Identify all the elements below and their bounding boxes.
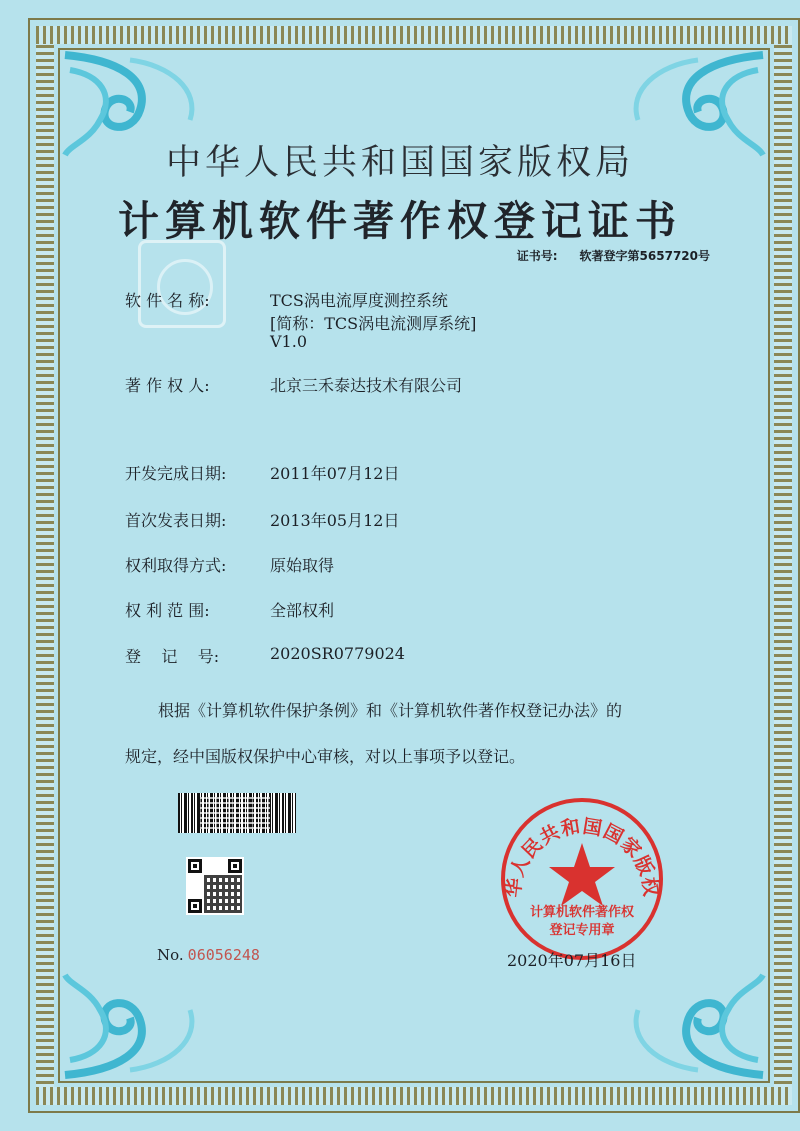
serial-value: 06056248 <box>187 946 260 964</box>
publication-date-value: 2013年05月12日 <box>270 511 400 530</box>
certificate-title: 计算机软件著作权登记证书 <box>118 197 682 245</box>
registration-number-value: 2020SR0779024 <box>270 644 405 663</box>
barcode-icon <box>178 793 296 833</box>
serial-number <box>157 946 260 964</box>
seal-line-2: 登记专用章 <box>549 923 615 938</box>
field-label: 软 件 名 称: <box>125 291 210 310</box>
scope-value: 全部权利 <box>270 601 335 620</box>
field-label: 著 作 权 人: <box>125 376 210 395</box>
seal-line-1: 计算机软件著作权 <box>529 905 634 920</box>
seal-star-icon <box>549 843 615 906</box>
field-label: 权 利 范 围: <box>125 601 210 620</box>
serial-prefix: No. <box>157 946 184 964</box>
acquisition-value: 原始取得 <box>270 556 335 575</box>
field-label: 开发完成日期: <box>125 464 227 483</box>
certificate-number-value: 软著登字第5657720号 <box>579 249 710 263</box>
seal-ring-text: 华人民共和国国家版权 <box>502 815 662 899</box>
watermark-emblem-icon <box>138 240 226 328</box>
certificate-number <box>517 247 710 264</box>
field-label: 权利取得方式: <box>125 556 227 575</box>
qr-code-icon <box>186 857 244 915</box>
software-version-value: V1.0 <box>270 332 307 351</box>
field-label: 登 记 号: <box>125 647 220 666</box>
statement-line-1: 根据《计算机软件保护条例》和《计算机软件著作权登记办法》的 <box>158 701 623 720</box>
completion-date-value: 2011年07月12日 <box>270 464 400 483</box>
field-label: 首次发表日期: <box>125 511 227 530</box>
certificate-number-label: 证书号: <box>516 249 558 263</box>
official-seal <box>498 795 666 963</box>
software-short-name-value: [简称：TCS涡电流测厚系统] <box>270 314 477 333</box>
issue-date: 2020年07月16日 <box>507 951 637 970</box>
statement-line-2: 规定，经中国版权保护中心审核，对以上事项予以登记。 <box>125 747 526 766</box>
issuer-title: 中华人民共和国国家版权局 <box>165 143 634 183</box>
owner-value: 北京三禾泰达技术有限公司 <box>270 376 463 395</box>
software-name-value: TCS涡电流厚度测控系统 <box>270 291 448 310</box>
